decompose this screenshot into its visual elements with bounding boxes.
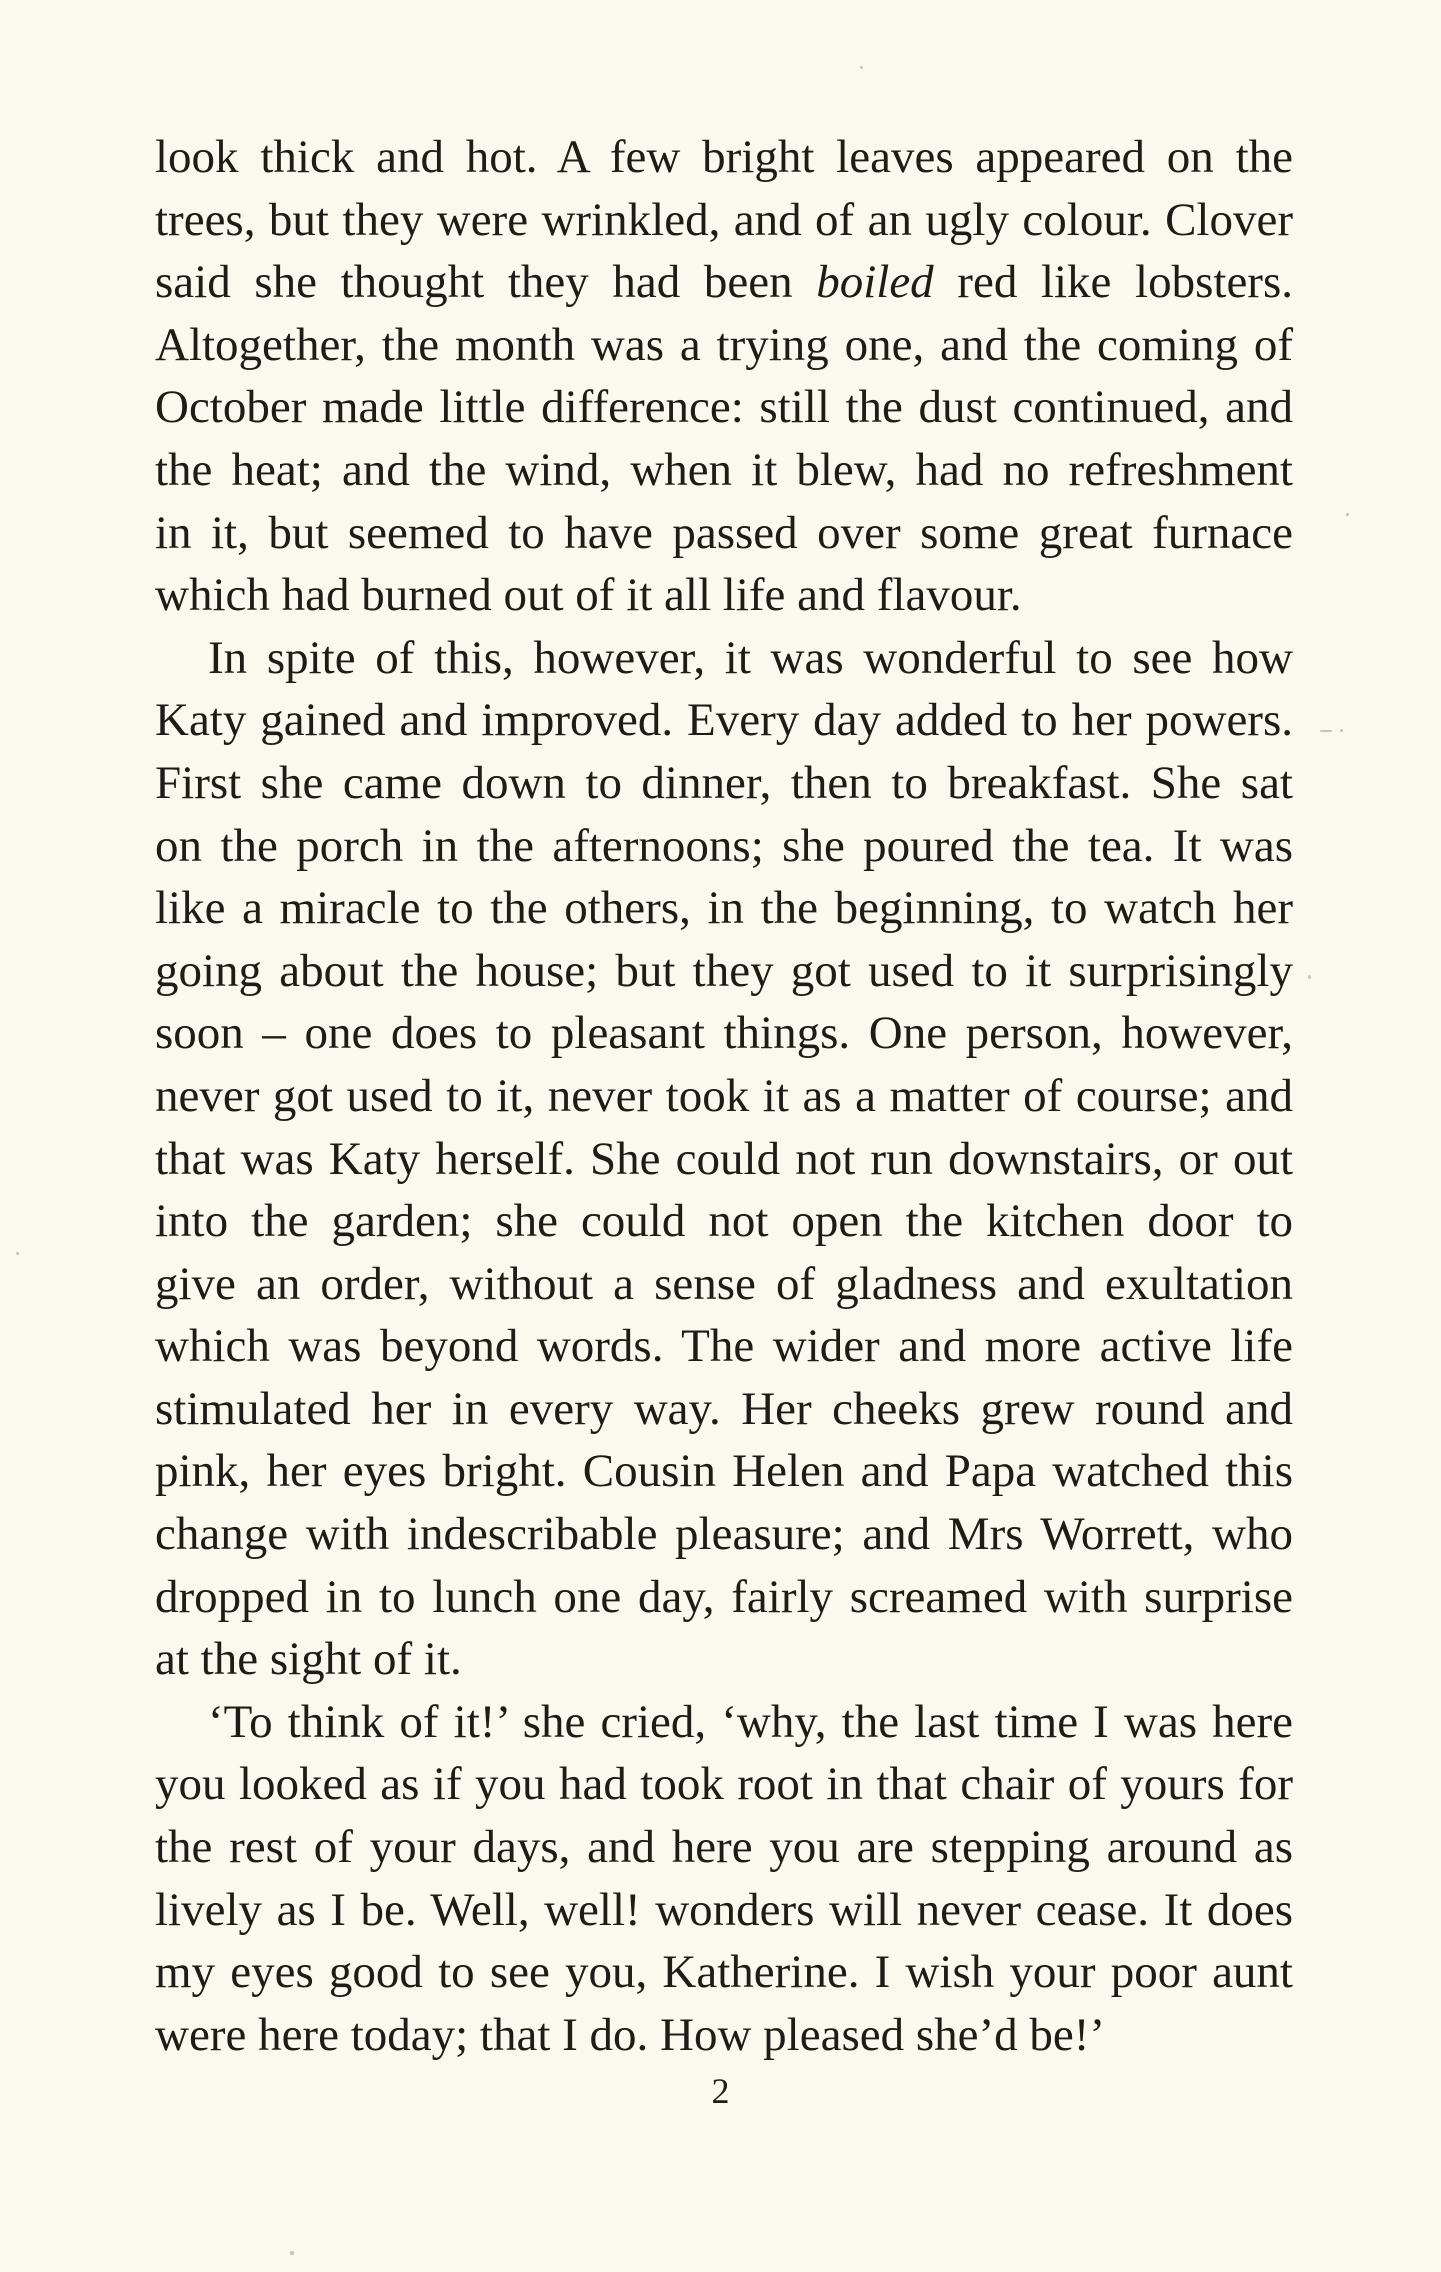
text-line: Altogether, the month was a trying one, and the coming of <box>155 318 1293 371</box>
paper-speck <box>1340 729 1343 732</box>
text-line: which had burned out of it all life and flavour. <box>155 569 1022 622</box>
text-line: my eyes good to see you, Katherine. I wish your poor aunt <box>155 1946 1293 1999</box>
emphasis: boiled <box>816 256 934 309</box>
text-line: stimulated her in every way. Her cheeks grew round and <box>155 1382 1293 1435</box>
paragraph <box>155 126 1293 627</box>
paper-speck <box>290 2251 294 2255</box>
paper-speck <box>860 66 863 69</box>
text-line: going about the house; but they got used to it surprisingly <box>155 944 1293 997</box>
text-line: in it, but seemed to have passed over some great furnace <box>155 506 1293 559</box>
text-line: look thick and hot. A few bright leaves appeared on the <box>155 131 1293 183</box>
text-line: ‘To think of it!’ she cried, ‘why, the last time I was here <box>208 1695 1293 1748</box>
text-line: you looked as if you had took root in that chair of yours for <box>155 1758 1293 1811</box>
text-line: into the garden; she could not open the kitchen door to <box>155 1195 1293 1248</box>
text-line: change with indescribable pleasure; and Mrs Worrett, who <box>155 1508 1293 1561</box>
text-line: that was Katy herself. She could not run downstairs, or out <box>155 1132 1293 1185</box>
text-line: on the porch in the afternoons; she poured the tea. It was <box>155 819 1293 872</box>
text-line: October made little difference: still the dust continued, and <box>155 381 1293 434</box>
paper-speck <box>1346 513 1349 516</box>
text-line: dropped in to lunch one day, fairly screamed with surprise <box>155 1570 1293 1623</box>
page-number: 2 <box>711 2071 730 2111</box>
text-line: trees, but they were wrinkled, and of an ugly colour. Clover <box>155 193 1293 246</box>
text-line: like a miracle to the others, in the beginning, to watch her <box>155 882 1293 935</box>
text-line: the heat; and the wind, when it blew, had no refreshment <box>155 443 1293 496</box>
text-line: the rest of your days, and here you are stepping around as <box>155 1821 1293 1874</box>
text-line: soon – one does to pleasant things. One person, however, <box>155 1007 1293 1060</box>
text-line: Katy gained and improved. Every day added to her powers. <box>155 694 1293 747</box>
paper-speck <box>1320 730 1332 732</box>
text-line: were here today; that I do. How pleased she’d be!’ <box>155 2008 1106 2061</box>
paragraph <box>155 1691 1293 2067</box>
text-line: lively as I be. Well, well! wonders will never cease. It does <box>155 1883 1293 1936</box>
text-line: First she came down to dinner, then to breakfast. She sat <box>155 756 1293 809</box>
paper-speck <box>1308 975 1311 979</box>
paper-speck <box>16 1252 19 1255</box>
paragraph <box>155 627 1293 1691</box>
text-line: pink, her eyes bright. Cousin Helen and Papa watched this <box>155 1445 1293 1498</box>
text-line: which was beyond words. The wider and more active life <box>155 1320 1293 1373</box>
body-text <box>155 126 1293 2066</box>
text-line: at the sight of it. <box>155 1633 462 1686</box>
text-line: In spite of this, however, it was wonderful to see how <box>208 631 1293 684</box>
text-line: said she thought they had been boiled red like lobsters. <box>155 256 1293 309</box>
text-line: give an order, without a sense of gladness and exultation <box>155 1257 1293 1310</box>
text-line: never got used to it, never took it as a matter of course; and <box>155 1069 1293 1122</box>
